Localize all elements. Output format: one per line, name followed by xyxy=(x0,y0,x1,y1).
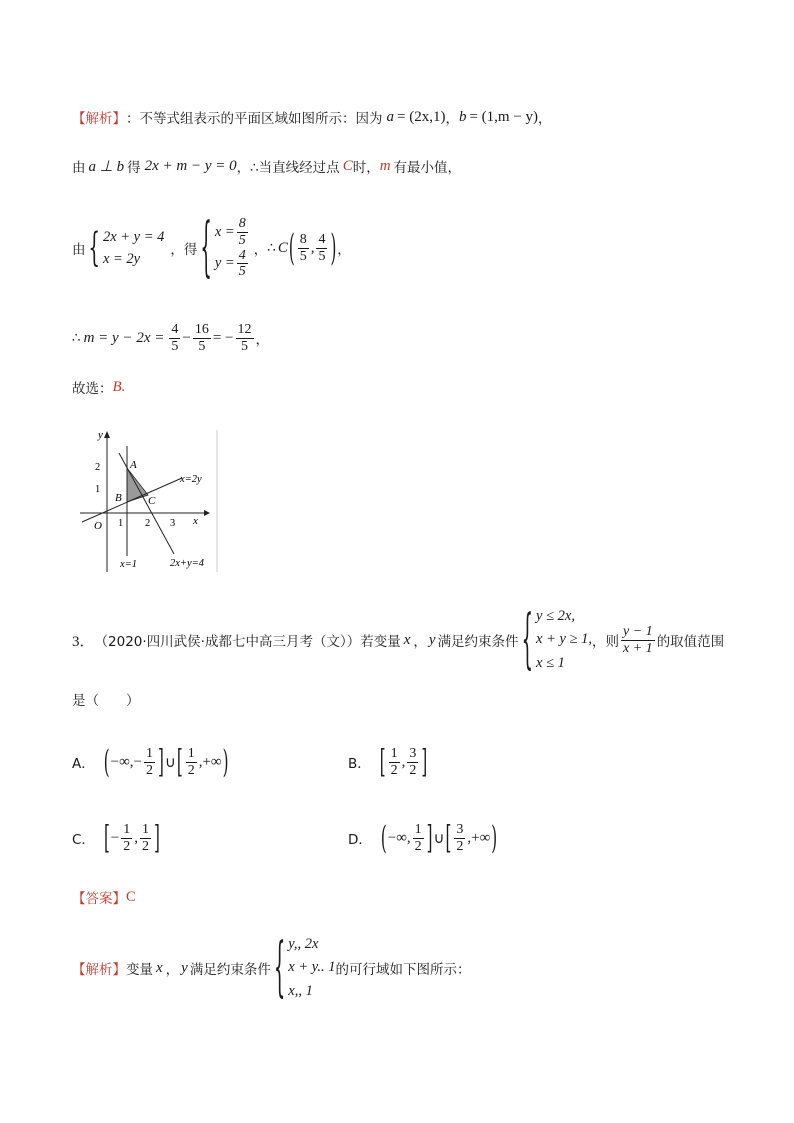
system-1-row-2: x = 2y xyxy=(102,251,141,267)
var-y: y xyxy=(428,631,436,648)
var-m: m xyxy=(379,157,391,174)
y-axis-label: y xyxy=(98,429,103,441)
point-c-graph-label: C xyxy=(148,495,156,507)
choice-line xyxy=(72,376,125,398)
analysis-line-3: 由 { 2x + y = 4 x = 2y ，得 { x = $\frac{8}{5}$ y = $\frac{4}{5}$ ， ∴ C ( $\frac{8}{5}$ , $\frac{4}{5}$ ) ， xyxy=(72,210,351,286)
therefore-symbol: ∴ xyxy=(267,240,276,256)
solution-y: y = $\frac{4}{5}$ xyxy=(214,248,246,280)
vector-b: b xyxy=(458,108,467,125)
fraction-4-5: $\frac{4}{5}$ xyxy=(238,248,246,280)
var-y-2: y xyxy=(181,959,188,976)
text-min: 有最小值， xyxy=(393,160,462,176)
origin-label: O xyxy=(94,520,102,532)
point-a-label: A xyxy=(130,459,137,471)
system-1-row-1: 2x + y = 4 xyxy=(102,228,165,245)
constraint-system xyxy=(536,605,592,675)
brace-1: { xyxy=(88,224,100,272)
text-therefore: ，∴当直线经过点 xyxy=(236,160,340,176)
end-comma: ， xyxy=(538,111,552,127)
analysis-text: ：不等式组表示的平面区域如图所示：因为 xyxy=(126,111,383,127)
option-d[interactable]: D． ( −∞, $\frac{1}{2}$ ] ∪ [ $\frac{3}{2}$ ,+∞ ) xyxy=(348,819,498,857)
text-then: ，则 xyxy=(592,634,620,650)
point-b-label: B xyxy=(115,492,122,504)
solution-system xyxy=(215,216,250,280)
system-1 xyxy=(103,226,164,271)
line-equation: 2x + m − y = 0 xyxy=(144,157,237,174)
question-3-line-2 xyxy=(72,688,140,710)
tick-x-3: 3 xyxy=(170,518,176,529)
tick-y-1: 1 xyxy=(95,484,101,495)
text-de: 得 xyxy=(127,160,141,176)
analysis-line-1 xyxy=(72,106,552,128)
ratio-fraction: $\frac{y - 1}{x + 1}$ xyxy=(623,624,653,656)
vector-b-value: = (1,m − y) xyxy=(469,108,539,125)
fraction-12-5: $\frac{12}{5}$ xyxy=(237,322,252,354)
y-axis-arrow xyxy=(104,431,110,438)
tick-x-2: 2 xyxy=(145,518,151,529)
range-text: 的取值范围 xyxy=(656,634,725,650)
label-2x-plus-y-eq-4: 2x+y=4 xyxy=(170,558,204,569)
point-c-label: C xyxy=(342,157,353,174)
constraint-brace: { xyxy=(521,602,534,678)
analysis-3-label: 【解析】 xyxy=(72,962,126,978)
option-b[interactable]: B． [ $\frac{1}{2}$ , $\frac{3}{2}$ ] xyxy=(348,743,428,781)
constraint-row-3: x ≤ 1 xyxy=(536,654,565,671)
separator: ， xyxy=(445,111,459,127)
tick-y-2: 2 xyxy=(95,462,101,473)
c-x-fraction: $\frac{8}{5}$ xyxy=(299,232,307,264)
text-de-2: ，得 xyxy=(170,242,198,258)
question-tail: 是（ ） xyxy=(72,693,140,709)
x-axis-arrow xyxy=(204,510,210,516)
fraction-4-5-b: $\frac{4}{5}$ xyxy=(171,322,179,354)
var-x: x xyxy=(403,631,411,648)
x-axis-label: x xyxy=(193,515,198,527)
answer-label: 【答案】 xyxy=(72,891,126,907)
analysis-line-2 xyxy=(72,155,461,177)
question-number: 3． xyxy=(72,633,95,650)
vector-a: a xyxy=(386,108,394,125)
option-a[interactable]: A． ( −∞,− $\frac{1}{2}$ ] ∪ [ $\frac{1}{2}$ ,+∞ ) xyxy=(72,743,229,781)
text-you: 由 xyxy=(72,160,86,176)
constraint-system-2: y,, 2x x + y.. 1 x,, 1 xyxy=(288,936,336,999)
therefore-2: ∴ xyxy=(72,330,81,346)
solution-x: x = $\frac{8}{5}$ xyxy=(214,216,246,248)
sep-2: ， xyxy=(253,242,268,258)
region-graph xyxy=(76,426,220,574)
end-comma-4: ， xyxy=(255,332,269,348)
option-d-label: D． xyxy=(348,832,372,848)
option-c-label: C． xyxy=(72,832,95,848)
analysis-line-4: ∴ m = y − 2x = $\frac{4}{5}$ − $\frac{16}{5}$ = − $\frac{12}{5}$ ， xyxy=(72,322,269,354)
constraint-text: 满足约束条件 xyxy=(437,634,519,650)
perpendicular-expr: a ⊥ b xyxy=(88,158,125,175)
fraction-8-5: $\frac{8}{5}$ xyxy=(238,216,246,248)
analysis-label: 【解析】 xyxy=(72,111,126,127)
var-x-2: x xyxy=(156,959,163,976)
analysis-3-line: 【解析】 变量 x ， y 满足约束条件 { y,, 2x x + y.. 1 x,, 1 的可行域如下图所示： xyxy=(72,930,471,1006)
end-comma-3: ， xyxy=(337,242,351,258)
constraint-row-2: x + y ≥ 1, xyxy=(536,631,593,648)
tick-x-1: 1 xyxy=(118,518,124,529)
label-x-eq-1: x=1 xyxy=(120,559,137,570)
answer-value: C xyxy=(126,888,136,905)
option-a-label: A． xyxy=(72,756,95,772)
brace-2: { xyxy=(200,210,212,286)
label-x-eq-2y: x=2y xyxy=(180,474,202,485)
constraint-brace-2: { xyxy=(273,930,286,1006)
fraction-16-5: $\frac{16}{5}$ xyxy=(194,322,209,354)
m-equation: m = y − 2x = xyxy=(83,329,165,346)
choice-value: B. xyxy=(112,378,126,395)
constraint-row-1: y ≤ 2x, xyxy=(536,608,575,625)
vector-a-value: = (2x,1) xyxy=(397,108,446,125)
text-you-2: 由 xyxy=(72,242,86,258)
option-b-label: B． xyxy=(348,756,371,772)
point-c: C xyxy=(277,239,288,256)
answer-line xyxy=(72,886,136,908)
question-source: （2020·四川武侯·成都七中高三月考（文））若变量 xyxy=(94,634,401,650)
option-c[interactable]: C． [ − $\frac{1}{2}$ , $\frac{1}{2}$ ] xyxy=(72,819,160,857)
choice-prefix: 故选： xyxy=(72,381,113,397)
c-y-fraction: $\frac{4}{5}$ xyxy=(318,232,326,264)
question-3-line-1: 3． （2020·四川武侯·成都七中高三月考（文））若变量 x ， y 满足约束条件 { y ≤ 2x, x + y ≥ 1, x ≤ 1 ，则 $\frac{y - 1}{x + 1}$ 的取值范围 xyxy=(72,602,725,678)
text-shi: 时， xyxy=(352,160,380,176)
